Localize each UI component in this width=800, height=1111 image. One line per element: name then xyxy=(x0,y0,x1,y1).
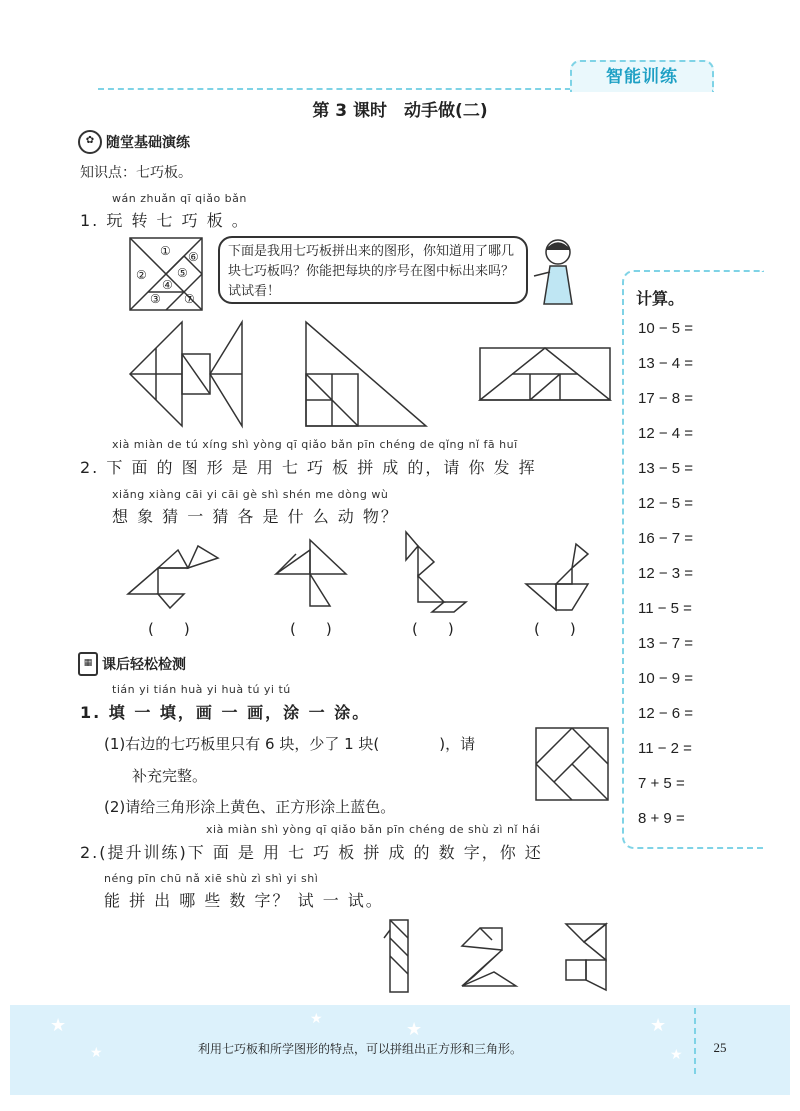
animal-figure-bird xyxy=(128,538,218,608)
star-icon: ★ xyxy=(90,1045,103,1061)
calc-problem: 12 − 6 = xyxy=(638,705,694,722)
animal-figure-pigeon xyxy=(276,540,346,606)
s2-q2-pinyin-line2: néng pīn chū nǎ xiē shù zì shì yi shì xyxy=(104,872,319,885)
s2-q1-sub1-line2: 补充完整。 xyxy=(132,767,208,785)
sidebar-title: 计算。 xyxy=(636,289,685,308)
animal-figure-swan xyxy=(526,544,588,610)
lesson-title: 第 3 课时 动手做(二) xyxy=(312,101,488,121)
q2-text-line1: 2. 下 面 的 图 形 是 用 七 巧 板 拼 成 的，请 你 发 挥 xyxy=(80,458,537,477)
q2-pinyin-line1: xià miàn de tú xíng shì yòng qī qiǎo bǎn pīn chéng de qǐng nǐ fā huī xyxy=(112,438,518,451)
s2-q1-sub1-line1: (1)右边的七巧板里只有 6 块，少了 1 块( )，请 xyxy=(104,735,476,753)
calc-problem: 16 − 7 = xyxy=(638,530,694,547)
film-reel-icon: ✿ xyxy=(78,130,102,154)
q2-text-line2: 想 象 猜 一 猜 各 是 什 么 动 物？ xyxy=(112,507,399,526)
q1-text: 1. 玩 转 七 巧 板 。 xyxy=(80,211,250,230)
s2-q1-pinyin: tián yi tián huà yi huà tú yi tú xyxy=(112,683,291,696)
calc-problem: 13 − 7 = xyxy=(638,635,694,652)
calc-problem: 10 − 5 = xyxy=(638,320,694,337)
footer-tip: 利用七巧板和所学图形的特点，可以拼组出正方形和三角形。 xyxy=(197,1042,522,1056)
digit-three-figure xyxy=(566,924,610,990)
star-icon: ★ xyxy=(310,1011,323,1027)
calc-problem: 12 − 5 = xyxy=(638,495,694,512)
piece-number: ⑤ xyxy=(177,266,188,280)
speech-bubble: 下面是我用七巧板拼出来的图形，你知道用了哪几块七巧板吗？你能把每块的序号在图中标出来吗？试试看！ xyxy=(218,236,528,304)
brand-tab: 智能训练 xyxy=(570,60,714,92)
calc-problem: 10 − 9 = xyxy=(638,670,694,687)
incomplete-tangram-figure xyxy=(536,728,608,800)
piece-number: ④ xyxy=(162,278,173,292)
piece-number: ① xyxy=(160,244,171,258)
digit-one-figure xyxy=(384,920,410,992)
s2-q1-text: 1. 填 一 填，画 一 画，涂 一 涂。 xyxy=(80,703,371,722)
answer-blank[interactable]: ( ) xyxy=(412,620,454,638)
calc-problem: 17 − 8 = xyxy=(638,390,694,407)
section-title: 课后轻松检测 xyxy=(102,657,186,673)
fish-figure xyxy=(130,322,242,426)
calc-problem: 13 − 5 = xyxy=(638,460,694,477)
girl-illustration xyxy=(532,236,584,304)
s2-q1-sub2: (2)请给三角形涂上黄色、正方形涂上蓝色。 xyxy=(104,798,396,816)
star-icon: ★ xyxy=(50,1015,67,1036)
page-number: 25 xyxy=(713,1040,727,1055)
answer-blank[interactable]: ( ) xyxy=(534,620,576,638)
digit-two-figure xyxy=(462,928,516,986)
rectangle-figure xyxy=(480,348,610,400)
answer-blank[interactable]: ( ) xyxy=(290,620,332,638)
section-title: 随堂基础演练 xyxy=(106,135,190,151)
calc-problem: 12 − 4 = xyxy=(638,425,694,442)
q1-pinyin: wán zhuǎn qī qiǎo bǎn xyxy=(112,192,247,205)
calc-problem: 8 + 9 = xyxy=(638,810,685,827)
knowledge-point: 知识点：七巧板。 xyxy=(80,165,192,181)
s2-q2-text-line1: 2.(提升训练)下 面 是 用 七 巧 板 拼 成 的 数 字，你 还 xyxy=(80,843,543,862)
piece-number: ⑦ xyxy=(184,292,195,306)
animal-figure-cat xyxy=(404,532,466,612)
star-icon: ★ xyxy=(406,1019,423,1040)
answer-blank[interactable]: ( ) xyxy=(148,620,190,638)
section-heading-practice xyxy=(78,130,190,154)
piece-number: ② xyxy=(136,268,147,282)
s2-q2-text-line2: 能 拼 出 哪 些 数 字？ 试 一 试。 xyxy=(104,891,384,910)
piece-number: ③ xyxy=(150,292,161,306)
calculator-icon: ▦ xyxy=(78,652,98,676)
calc-problem: 12 − 3 = xyxy=(638,565,694,582)
piece-number: ⑥ xyxy=(188,250,199,264)
triangle-figure xyxy=(306,322,426,426)
star-icon: ★ xyxy=(650,1015,667,1036)
calc-problem: 11 − 2 = xyxy=(638,740,692,757)
calc-problem: 13 − 4 = xyxy=(638,355,694,372)
q2-pinyin-line2: xiǎng xiàng cāi yi cāi gè shì shén me dòng wù xyxy=(112,488,389,501)
calculation-sidebar xyxy=(622,270,764,849)
section-heading-check xyxy=(78,652,186,676)
s2-q2-pinyin-line1: xià miàn shì yòng qī qiǎo bǎn pīn chéng de shù zì nǐ hái xyxy=(206,823,541,836)
star-icon: ★ xyxy=(670,1047,683,1063)
calc-problem: 11 − 5 = xyxy=(638,600,692,617)
calc-problem: 7 + 5 = xyxy=(638,775,685,792)
